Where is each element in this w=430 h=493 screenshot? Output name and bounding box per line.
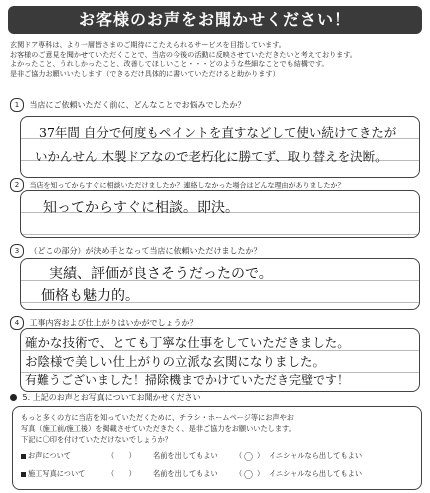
question-text: （どこの部分）が決め手となって当店に依頼いただけましたか？ (29, 246, 262, 256)
question-text: 当店を知ってからすぐに相談いただけましたか？連絡しなかった場合はどんな理由がありましたか？ (29, 181, 345, 190)
consent-text: もっと多くの方に当店を知っていただくために、チラシ・ホームページ等にお声やお (21, 413, 294, 422)
question-text: 上記のお声とお写真についてお聞かせください (32, 393, 201, 402)
question-number: 1 (10, 98, 24, 112)
question-text: 工事内容および仕上がりはいかがでしょうか？ (29, 318, 198, 328)
question-text: 当店にご依頼いただく前に、どんなことでお悩みでしたか？ (29, 100, 246, 110)
row-label: お声について (28, 451, 71, 460)
checkbox-paren-open: （ (235, 451, 243, 460)
square-bullet-icon (21, 454, 26, 459)
bullet-icon (10, 394, 17, 401)
question-5: 5. 上記のお声とお写真についてお聞かせください (10, 392, 422, 403)
intro-line: よかったこと、うれしかったこと、改善してほしいこと・・・どのような些細なことでも結構です。 (10, 59, 329, 69)
option-name: 名前を出してもよい (153, 469, 218, 478)
answer-text: いかんせん 木製ドアなので老朽化に勝てず、取り替えを決断。 (35, 149, 388, 164)
answer-text: 実績、評価が良さそうだったので。 (49, 266, 273, 282)
answer-text: 価格も魅力的。 (41, 288, 139, 304)
checkbox-paren[interactable]: （ ） (107, 469, 136, 478)
question-1 (10, 98, 422, 112)
option-initial: イニシャルなら出してもよい (269, 469, 363, 478)
answer-text: 有難うございました！掃除機までかけていただき完璧です！ (25, 373, 350, 387)
intro-text (10, 40, 422, 78)
checkbox-paren-open: （ (235, 469, 243, 478)
consent-text: 下記に〇印を付けていただけないでしょうか？ (21, 435, 172, 444)
intro-line: お客様のご意見を聞かせていただくことで、当店の今後の活動に反映させていただきたいと考えております。 (10, 49, 357, 59)
answer-text: 確かな技術で、とても丁寧な仕事をしていただきました。 (25, 335, 350, 350)
circle-mark[interactable]: 〇 (244, 453, 254, 463)
answer-text: お陰様で美しい仕上がりの立派な玄関になりました。 (25, 354, 326, 369)
answer-text: 知ってからすぐに相談。即決。 (43, 200, 239, 216)
row-label: 施工写真について (28, 469, 86, 478)
circle-mark[interactable]: 〇 (244, 471, 254, 481)
option-name: 名前を出してもよい (153, 451, 218, 460)
answer-box-2 (20, 190, 420, 238)
consent-box (12, 406, 422, 490)
checkbox-paren[interactable]: （ ） (107, 451, 136, 460)
answer-text: 37年間 自分で何度もペイントを直すなどして使い続けてきたが (39, 125, 397, 140)
checkbox-paren-close: ） (257, 451, 265, 460)
square-bullet-icon (21, 472, 26, 477)
consent-text: 写真（施工前/施工後）を掲載させていただきたく、是非ご協力をお願いいたします。 (21, 424, 296, 433)
option-initial: イニシャルなら出してもよい (269, 451, 363, 460)
intro-line: 玄関ドア専科は、より一層皆さまのご期待にこたえられるサービスを目指しています。 (10, 40, 286, 49)
question-number: 5 (22, 393, 28, 402)
question-number: 2 (10, 178, 24, 192)
answer-box-4 (20, 328, 420, 392)
question-number: 4 (10, 316, 24, 330)
intro-line: 是非ご協力お願いいたします（できるだけ具体的に書いていただけると助かります） (10, 68, 280, 78)
answer-box-1 (20, 116, 420, 178)
answer-box-3 (20, 258, 420, 310)
question-3 (10, 244, 422, 258)
question-number: 3 (10, 244, 24, 258)
checkbox-paren-close: ） (257, 469, 265, 478)
page-title: お客様のお声をお聞かせください！ (8, 6, 422, 34)
